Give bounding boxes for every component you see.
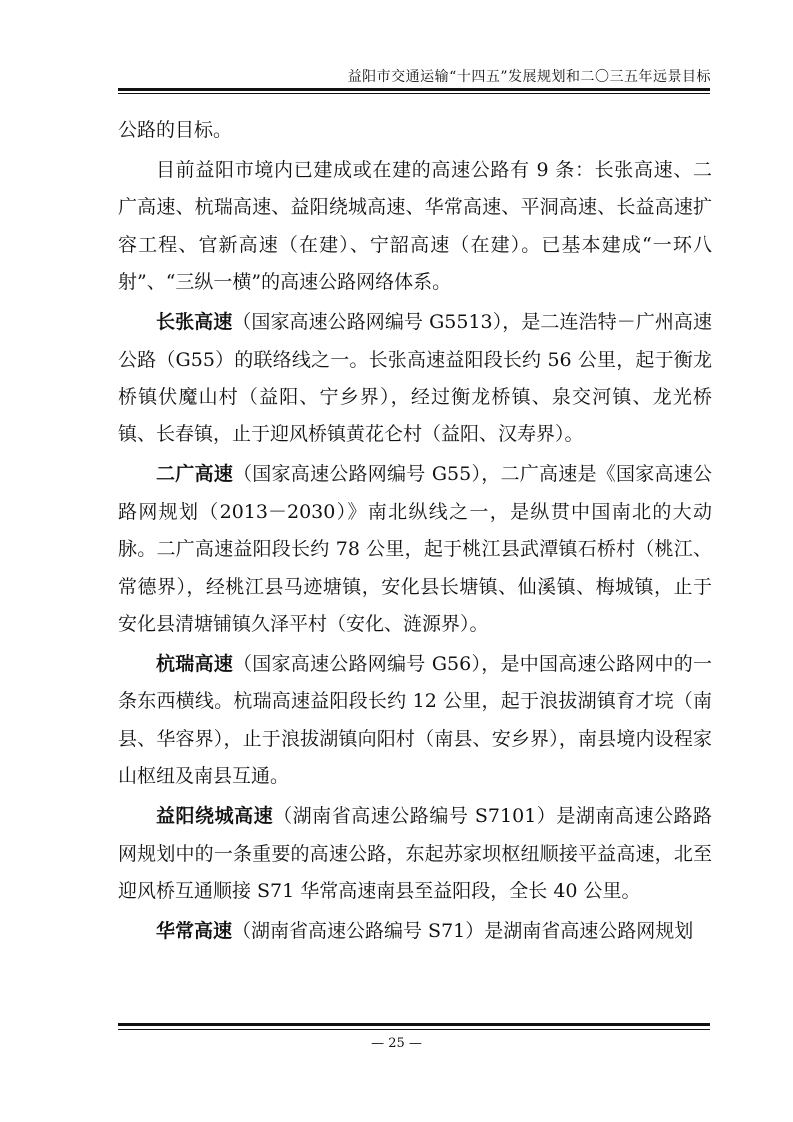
paragraph-continuation — [118, 112, 712, 149]
paragraph-huachang-expressway — [118, 913, 712, 950]
page-number: — 25 — — [371, 1036, 422, 1051]
paragraph-text: 目前益阳市境内已建成或在建的高速公路有 9 条：长张高速、二广高速、杭瑞高速、益阳绕城高速、华常高速、平洞高速、长益高速扩容工程、官新高速（在建）、宁韶高速（在建）。已基本建成“一环八射”、“三纵一横”的高速公路网络体系。 — [118, 159, 712, 294]
paragraph-yiyang-ring-expressway — [118, 798, 712, 910]
paragraph-hangrui-expressway — [118, 646, 712, 796]
document-body — [118, 112, 712, 953]
header-rule-thick — [118, 88, 710, 91]
paragraph-text: （湖南省高速公路编号 S71）是湖南省高速公路网规划 — [232, 920, 694, 943]
paragraph-text: 公路的目标。 — [118, 119, 233, 141]
paragraph-keyword: 二广高速 — [156, 463, 234, 486]
paragraph-erguang-expressway — [118, 456, 712, 643]
page-header-title: 益阳市交通运输“十四五”发展规划和二〇三五年远景目标 — [347, 69, 711, 85]
paragraph-changzhang-expressway — [118, 304, 712, 454]
header-rule-thin — [118, 93, 710, 94]
paragraph-keyword: 长张高速 — [156, 311, 233, 334]
footer-rule-thick — [118, 1023, 710, 1026]
paragraph-expressway-overview — [118, 152, 712, 302]
paragraph-keyword: 杭瑞高速 — [156, 653, 234, 676]
paragraph-keyword: 益阳绕城高速 — [156, 805, 274, 828]
paragraph-text: （国家高速公路网编号 G56），是中国高速公路网中的一条东西横线。杭瑞高速益阳段长约 12 公里，起于浪拔湖镇育才垸（南县、华容界），止于浪拔湖镇向阳村（南县、安乡界），南县境内设程家山枢纽及南县互通。 — [118, 653, 712, 788]
paragraph-text: （湖南省高速公路编号 S7101）是湖南高速公路路网规划中的一条重要的高速公路，东起苏家坝枢纽顺接平益高速，北至迎风桥互通顺接 S71 华常高速南县至益阳段，全长 40 公里。 — [118, 805, 712, 903]
paragraph-text: （国家高速公路网编号 G55），二广高速是《国家高速公路网规划（2013－2030）》南北纵线之一，是纵贯中国南北的大动脉。二广高速益阳段长约 78 公里，起于桃江县武潭镇石桥村（桃江、常德界），经桃江县马迹塘镇，安化县长塘镇、仙溪镇、梅城镇，止于安化县清塘铺镇久泽平村（安化、涟源界）。 — [118, 463, 712, 636]
footer-rule-thin — [118, 1029, 710, 1030]
paragraph-text: （国家高速公路网编号 G5513），是二连浩特－广州高速公路（G55）的联络线之一。长张高速益阳段长约 56 公里，起于衡龙桥镇伏魔山村（益阳、宁乡界），经过衡龙桥镇、泉交河镇、龙光桥镇、长春镇，止于迎风桥镇黄花仑村（益阳、汉寿界）。 — [118, 311, 712, 446]
paragraph-keyword: 华常高速 — [156, 920, 233, 943]
